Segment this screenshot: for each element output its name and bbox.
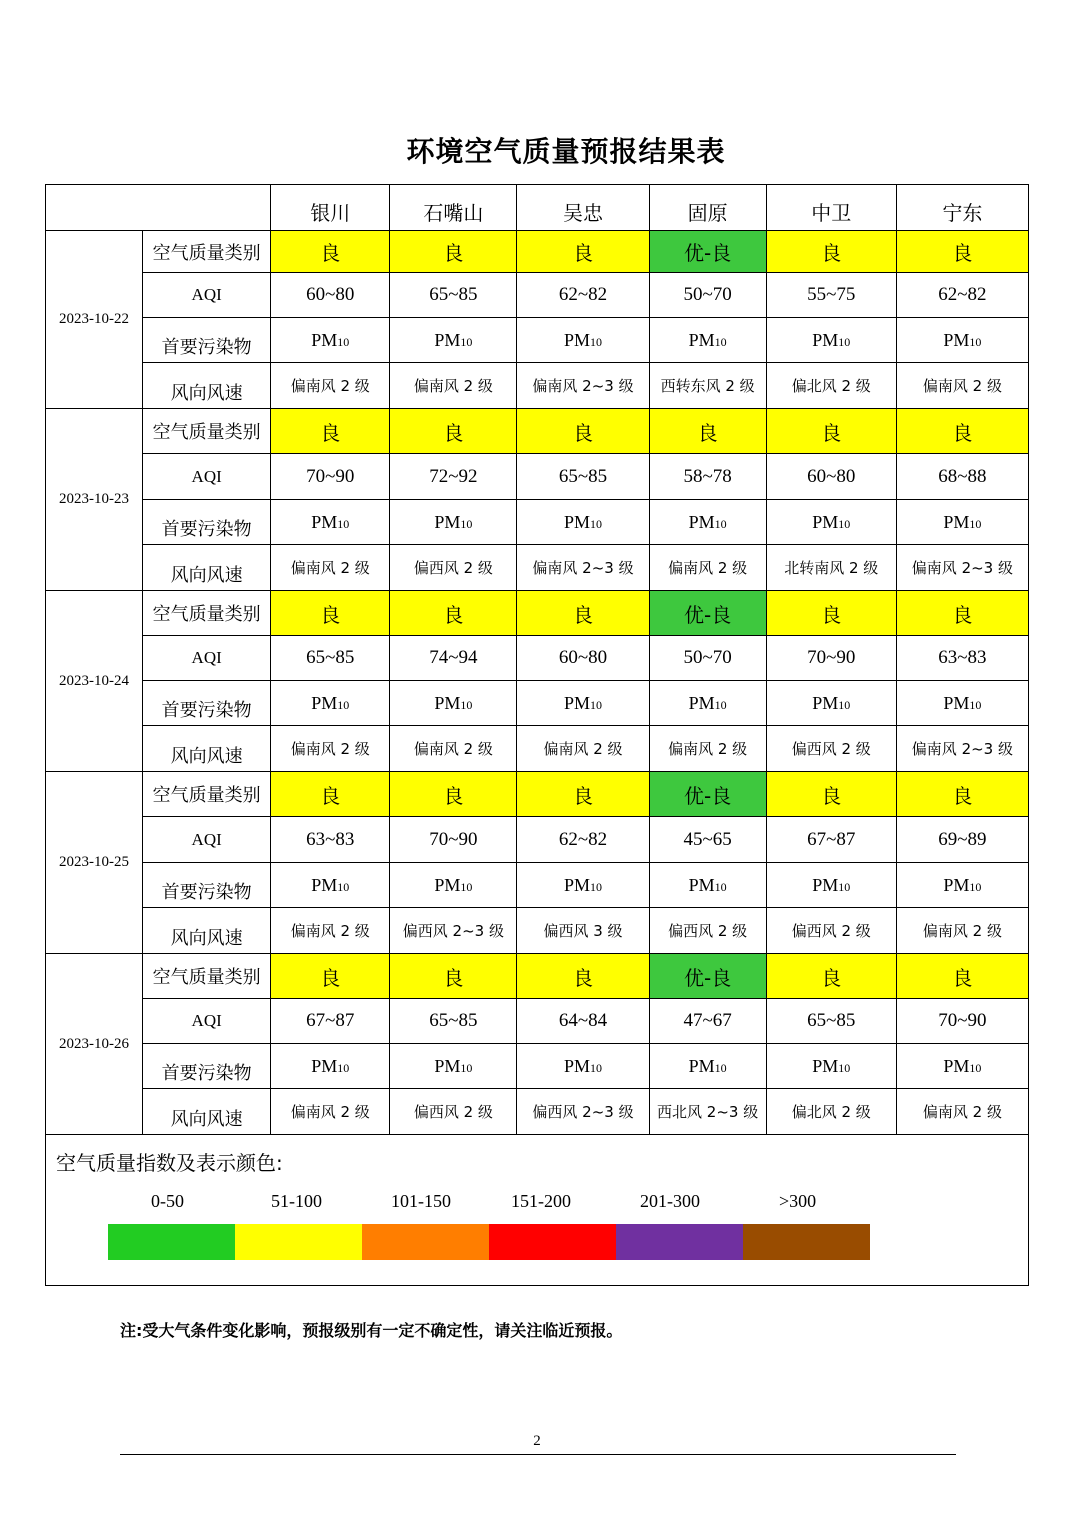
wind-cell: 偏南风 2 级 [271,1089,390,1135]
pollutant-main: PM [311,874,338,895]
pollutant-main: PM [434,1055,461,1076]
pollutant-cell [271,681,390,726]
aq-level-cell: 良 [517,231,649,273]
legend-range-label: 51-100 [271,1191,322,1211]
legend-row [46,1135,1029,1286]
page-title: 环境空气质量预报结果表 [406,135,726,168]
aq-level-cell: 良 [390,591,517,636]
wind-row [46,545,1029,591]
wind-row [46,908,1029,954]
pollutant-cell [517,1044,649,1089]
category-row [46,772,1029,817]
pollutant-subscript: 10 [969,879,982,894]
aq-level-cell: 优-良 [649,772,766,817]
aq-level-cell: 良 [649,409,766,454]
legend-range-label: 101-150 [391,1191,451,1211]
pollutant-subscript: 10 [460,334,473,349]
wind-cell: 西转东风 2 级 [649,363,766,409]
forecast-table [45,184,1029,1286]
pollutant-cell [517,863,649,908]
aqi-row [46,454,1029,500]
aqi-cell: 70~90 [390,817,517,863]
footer-divider [120,1454,956,1455]
category-row [46,409,1029,454]
pollutant-subscript: 10 [590,697,603,712]
pollutant-main: PM [943,692,970,713]
aq-level-cell: 良 [390,231,517,273]
legend-color-swatch [235,1224,362,1260]
aqi-cell: 68~88 [896,454,1028,500]
wind-cell: 偏西风 2 级 [766,908,896,954]
aq-level-cell: 良 [517,591,649,636]
wind-cell: 偏西风 2 级 [390,545,517,591]
pollutant-subscript: 10 [460,879,473,894]
wind-cell: 偏南风 2 级 [271,908,390,954]
pollutant-main: PM [311,692,338,713]
aq-level-cell: 良 [896,231,1028,273]
wind-cell: 偏南风 2 级 [517,726,649,772]
pollutant-cell [649,1044,766,1089]
pollutant-cell [766,1044,896,1089]
wind-cell: 偏北风 2 级 [766,1089,896,1135]
aqi-cell: 60~80 [766,454,896,500]
pollutant-cell [517,681,649,726]
pollutant-row [46,1044,1029,1089]
aq-level-cell: 良 [896,409,1028,454]
legend-range-label: 0-50 [151,1191,184,1211]
aq-level-cell: 良 [517,409,649,454]
aqi-cell: 50~70 [649,636,766,681]
aq-level-cell: 优-良 [649,591,766,636]
aqi-cell: 65~85 [517,454,649,500]
aq-level-cell: 良 [271,772,390,817]
pollutant-main: PM [812,874,839,895]
pollutant-subscript: 10 [337,516,350,531]
aqi-cell: 72~92 [390,454,517,500]
pollutant-label: 首要污染物 [143,863,271,908]
wind-cell: 偏西风 2 级 [649,908,766,954]
aqi-cell: 70~90 [896,999,1028,1044]
aqi-cell: 67~87 [766,817,896,863]
pollutant-subscript: 10 [590,334,603,349]
aq-level-cell: 良 [766,409,896,454]
aq-level-cell: 良 [390,772,517,817]
aqi-cell: 62~82 [896,273,1028,318]
pollutant-subscript: 10 [590,516,603,531]
wind-cell: 偏西风 2 级 [766,726,896,772]
pollutant-label: 首要污染物 [143,1044,271,1089]
city-header: 宁东 [896,185,1028,231]
date-cell: 2023-10-26 [46,954,143,1135]
city-header: 固原 [649,185,766,231]
pollutant-subscript: 10 [337,334,350,349]
pollutant-cell [896,681,1028,726]
wind-label: 风向风速 [143,363,271,409]
legend [46,1135,1029,1286]
category-label: 空气质量类别 [143,954,271,999]
pollutant-cell [390,500,517,545]
pollutant-main: PM [564,692,591,713]
aqi-cell: 47~67 [649,999,766,1044]
aq-level-cell: 良 [896,954,1028,999]
wind-cell: 偏南风 2 级 [649,545,766,591]
pollutant-subscript: 10 [714,879,727,894]
aq-level-cell: 良 [517,772,649,817]
pollutant-cell [766,500,896,545]
pollutant-subscript: 10 [460,1060,473,1075]
wind-cell: 偏南风 2 级 [271,363,390,409]
wind-cell: 偏南风 2 级 [896,363,1028,409]
pollutant-cell [390,681,517,726]
pollutant-main: PM [943,329,970,350]
aqi-cell: 65~85 [271,636,390,681]
pollutant-main: PM [943,511,970,532]
wind-cell: 偏西风 2 级 [390,1089,517,1135]
aqi-cell: 70~90 [766,636,896,681]
legend-range-label: 151-200 [511,1191,571,1211]
pollutant-subscript: 10 [969,1060,982,1075]
aq-level-cell: 良 [390,954,517,999]
pollutant-main: PM [311,511,338,532]
category-row [46,231,1029,273]
pollutant-cell [896,1044,1028,1089]
pollutant-main: PM [564,329,591,350]
wind-label: 风向风速 [143,726,271,772]
category-row [46,591,1029,636]
wind-cell: 偏西风 3 级 [517,908,649,954]
wind-cell: 偏南风 2~3 级 [517,545,649,591]
aq-level-cell: 良 [271,954,390,999]
date-cell: 2023-10-23 [46,409,143,591]
pollutant-main: PM [688,1055,715,1076]
legend-color-swatch [108,1224,235,1260]
aqi-cell: 62~82 [517,817,649,863]
pollutant-row [46,500,1029,545]
aqi-cell: 45~65 [649,817,766,863]
pollutant-main: PM [311,329,338,350]
aqi-cell: 65~85 [766,999,896,1044]
aqi-label: AQI [143,636,271,681]
pollutant-row [46,681,1029,726]
aq-level-cell: 良 [766,591,896,636]
aqi-cell: 69~89 [896,817,1028,863]
pollutant-cell [271,318,390,363]
pollutant-main: PM [812,329,839,350]
pollutant-cell [649,863,766,908]
pollutant-main: PM [688,329,715,350]
aqi-cell: 58~78 [649,454,766,500]
aqi-row [46,273,1029,318]
aqi-label: AQI [143,817,271,863]
wind-cell: 偏南风 2 级 [896,1089,1028,1135]
wind-row [46,726,1029,772]
pollutant-cell [271,863,390,908]
pollutant-subscript: 10 [714,334,727,349]
pollutant-subscript: 10 [590,879,603,894]
wind-row [46,363,1029,409]
legend-color-swatch [743,1224,870,1260]
aq-level-cell: 良 [271,409,390,454]
pollutant-cell [517,318,649,363]
aq-level-cell: 良 [390,409,517,454]
aqi-cell: 60~80 [517,636,649,681]
pollutant-main: PM [812,1055,839,1076]
city-header: 石嘴山 [390,185,517,231]
aqi-cell: 70~90 [271,454,390,500]
pollutant-subscript: 10 [460,516,473,531]
legend-range-label: >300 [779,1191,817,1211]
pollutant-subscript: 10 [337,879,350,894]
aqi-cell: 60~80 [271,273,390,318]
wind-label: 风向风速 [143,908,271,954]
wind-cell: 偏南风 2~3 级 [517,363,649,409]
pollutant-subscript: 10 [714,697,727,712]
pollutant-main: PM [812,692,839,713]
aq-level-cell: 良 [766,772,896,817]
pollutant-main: PM [688,511,715,532]
pollutant-main: PM [943,1055,970,1076]
aqi-label: AQI [143,273,271,318]
aq-level-cell: 优-良 [649,231,766,273]
aq-level-cell: 良 [766,954,896,999]
pollutant-cell [649,500,766,545]
pollutant-cell [271,500,390,545]
aq-level-cell: 良 [896,772,1028,817]
aqi-row [46,817,1029,863]
aqi-cell: 62~82 [517,273,649,318]
legend-color-swatch [362,1224,489,1260]
legend-range-label: 201-300 [640,1191,700,1211]
pollutant-subscript: 10 [460,697,473,712]
corner-cell [46,185,271,231]
aqi-cell: 74~94 [390,636,517,681]
wind-cell: 北转南风 2 级 [766,545,896,591]
aqi-cell: 65~85 [390,999,517,1044]
pollutant-cell [896,500,1028,545]
wind-label: 风向风速 [143,545,271,591]
pollutant-main: PM [311,1055,338,1076]
date-cell: 2023-10-22 [46,231,143,409]
pollutant-subscript: 10 [838,879,851,894]
pollutant-subscript: 10 [969,697,982,712]
date-cell: 2023-10-25 [46,772,143,954]
wind-row [46,1089,1029,1135]
pollutant-cell [766,863,896,908]
pollutant-subscript: 10 [590,1060,603,1075]
aqi-cell: 55~75 [766,273,896,318]
wind-cell: 偏南风 2 级 [271,726,390,772]
wind-label: 风向风速 [143,1089,271,1135]
pollutant-subscript: 10 [838,1060,851,1075]
wind-cell: 偏南风 2 级 [390,363,517,409]
pollutant-cell [649,681,766,726]
pollutant-cell [896,863,1028,908]
pollutant-row [46,318,1029,363]
aq-level-cell: 良 [517,954,649,999]
pollutant-cell [271,1044,390,1089]
pollutant-cell [766,681,896,726]
wind-cell: 西北风 2~3 级 [649,1089,766,1135]
pollutant-cell [896,318,1028,363]
pollutant-row [46,863,1029,908]
wind-cell: 偏南风 2 级 [649,726,766,772]
aqi-cell: 64~84 [517,999,649,1044]
pollutant-cell [390,318,517,363]
aq-level-cell: 良 [896,591,1028,636]
aqi-row [46,636,1029,681]
category-label: 空气质量类别 [143,591,271,636]
wind-cell: 偏北风 2 级 [766,363,896,409]
wind-cell: 偏南风 2 级 [896,908,1028,954]
date-cell: 2023-10-24 [46,591,143,772]
footnote: 注:受大气条件变化影响，预报级别有一定不确定性，请关注临近预报。 [120,1321,623,1340]
aqi-cell: 65~85 [390,273,517,318]
pollutant-main: PM [434,692,461,713]
pollutant-cell [390,1044,517,1089]
aqi-label: AQI [143,454,271,500]
wind-cell: 偏南风 2 级 [390,726,517,772]
pollutant-subscript: 10 [337,697,350,712]
pollutant-main: PM [943,874,970,895]
pollutant-label: 首要污染物 [143,681,271,726]
pollutant-cell [390,863,517,908]
aq-level-cell: 良 [271,591,390,636]
aq-level-cell: 良 [766,231,896,273]
city-header: 中卫 [766,185,896,231]
pollutant-main: PM [434,329,461,350]
category-label: 空气质量类别 [143,772,271,817]
category-label: 空气质量类别 [143,409,271,454]
pollutant-subscript: 10 [838,516,851,531]
legend-color-swatch [489,1224,616,1260]
category-row [46,954,1029,999]
aqi-label: AQI [143,999,271,1044]
aqi-cell: 67~87 [271,999,390,1044]
pollutant-main: PM [434,874,461,895]
pollutant-main: PM [688,692,715,713]
wind-cell: 偏南风 2~3 级 [896,545,1028,591]
pollutant-subscript: 10 [337,1060,350,1075]
pollutant-main: PM [564,874,591,895]
pollutant-main: PM [812,511,839,532]
pollutant-label: 首要污染物 [143,318,271,363]
pollutant-subscript: 10 [714,516,727,531]
wind-cell: 偏西风 2~3 级 [390,908,517,954]
pollutant-subscript: 10 [838,334,851,349]
pollutant-main: PM [564,511,591,532]
city-header: 吴忠 [517,185,649,231]
city-header: 银川 [271,185,390,231]
aqi-cell: 63~83 [271,817,390,863]
aqi-row [46,999,1029,1044]
pollutant-main: PM [688,874,715,895]
pollutant-main: PM [564,1055,591,1076]
pollutant-cell [766,318,896,363]
aqi-cell: 63~83 [896,636,1028,681]
wind-cell: 偏南风 2~3 级 [896,726,1028,772]
pollutant-subscript: 10 [714,1060,727,1075]
legend-title: 空气质量指数及表示颜色: [56,1151,283,1175]
aq-level-cell: 良 [271,231,390,273]
aqi-cell: 50~70 [649,273,766,318]
header-row [46,185,1029,231]
pollutant-cell [517,500,649,545]
legend-color-swatch [616,1224,743,1260]
pollutant-cell [649,318,766,363]
pollutant-subscript: 10 [969,334,982,349]
wind-cell: 偏西风 2~3 级 [517,1089,649,1135]
pollutant-main: PM [434,511,461,532]
page-number: 2 [533,1433,541,1449]
aq-level-cell: 优-良 [649,954,766,999]
pollutant-label: 首要污染物 [143,500,271,545]
category-label: 空气质量类别 [143,231,271,273]
pollutant-subscript: 10 [969,516,982,531]
wind-cell: 偏南风 2 级 [271,545,390,591]
pollutant-subscript: 10 [838,697,851,712]
